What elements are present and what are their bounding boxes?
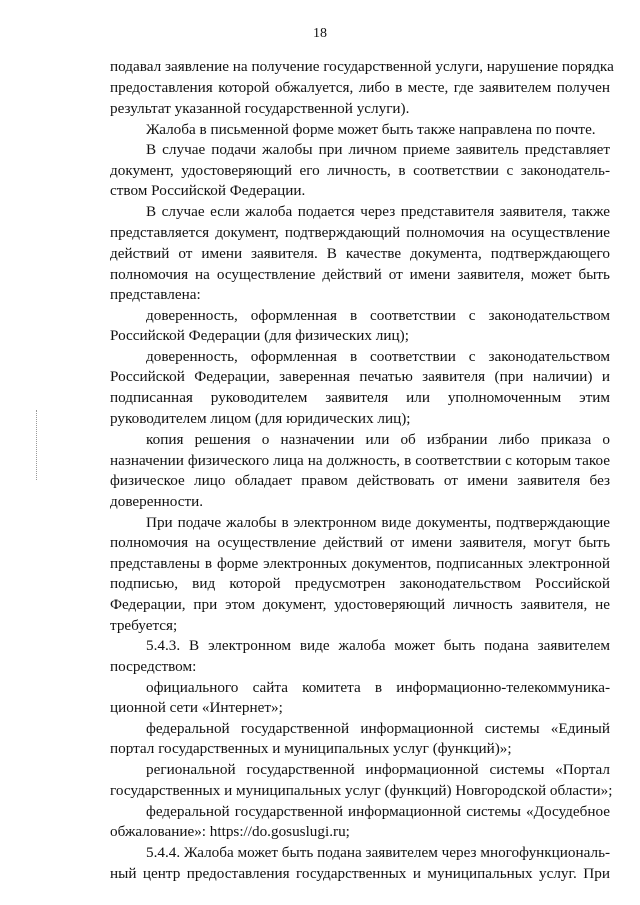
- text-line: В случае подачи жалобы при личном приеме заявитель представляет: [146, 141, 610, 158]
- text-line: доверенность, оформленная в соответствии с законодательством: [146, 348, 610, 365]
- text-line: подавал заявление на получение государственной услуги, нарушение порядка: [110, 58, 614, 75]
- text-line: Жалоба в письменной форме может быть также направлена по почте.: [146, 121, 596, 138]
- text-line: копия решения о назначении или об избрании либо приказа о: [146, 431, 610, 448]
- text-line: результат указанной государственной услуги).: [110, 100, 410, 117]
- text-line: 5.4.3. В электронном виде жалоба может быть подана заявителем: [146, 637, 610, 654]
- text-line: подписанная руководителем заявителя или уполномоченным этим: [110, 389, 610, 406]
- text-line: доверенность, оформленная в соответствии с законодательством: [146, 307, 610, 324]
- text-line: обжалование»: https://do.gosuslugi.ru;: [110, 823, 350, 840]
- text-line: представлена:: [110, 286, 201, 303]
- text-line: 5.4.4. Жалоба может быть подана заявителем через многофункциональ-: [146, 844, 611, 861]
- text-line: федеральной государственной информационной системы «Досудебное: [146, 803, 610, 820]
- text-line: предоставления которой обжалуется, либо в месте, где заявителем получен: [110, 79, 610, 96]
- text-line: представляется документ, подтверждающий полномочия на осуществление: [110, 224, 610, 241]
- text-line: ционной сети «Интернет»;: [110, 699, 283, 716]
- text-line: руководителем лицом (для юридических лиц);: [110, 410, 411, 427]
- text-line: При подаче жалобы в электронном виде документы, подтверждающие: [146, 514, 610, 531]
- text-line: Российской Федерации (для физических лиц);: [110, 327, 409, 344]
- text-line: полномочия на осуществление действий от имени заявителя, могут быть: [110, 534, 610, 551]
- text-line: полномочия на осуществление действий от имени заявителя, может быть: [110, 266, 610, 283]
- text-line: официального сайта комитета в информационно-телекоммуника-: [146, 679, 610, 696]
- text-line: требуется;: [110, 617, 178, 634]
- text-line: назначении физического лица на должность, в соответствии с которым такое: [110, 452, 610, 469]
- text-line: посредством:: [110, 658, 197, 675]
- text-line: федеральной государственной информационной системы «Единый: [146, 720, 610, 737]
- text-line: Федерации, при этом документ, удостоверяющий личность заявителя, не: [110, 596, 610, 613]
- page-number: 18: [313, 26, 327, 41]
- text-line: подписью, вид которой предусмотрен законодательством Российской: [110, 575, 610, 592]
- text-line: ством Российской Федерации.: [110, 182, 306, 199]
- text-line: действий от имени заявителя. В качестве документа, подтверждающего: [110, 245, 610, 262]
- text-line: доверенности.: [110, 493, 204, 510]
- text-line: Российской Федерации, заверенная печатью заявителя (при наличии) и: [110, 368, 610, 385]
- text-line: документ, удостоверяющий его личность, в соответствии с законодатель-: [110, 162, 610, 179]
- text-line: представлены в форме электронных документов, подписанных электронной: [110, 555, 610, 572]
- text-line: ный центр предоставления государственных и муниципальных услуг. При: [110, 865, 610, 882]
- text-line: региональной государственной информационной системы «Портал: [146, 761, 610, 778]
- text-line: государственных и муниципальных услуг (функций) Новгородской области»;: [110, 782, 613, 799]
- text-line: В случае если жалоба подается через представителя заявителя, также: [146, 203, 610, 220]
- text-line: портал государственных и муниципальных услуг (функций)»;: [110, 740, 512, 757]
- text-line: физическое лицо обладает правом действовать от имени заявителя без: [110, 472, 610, 489]
